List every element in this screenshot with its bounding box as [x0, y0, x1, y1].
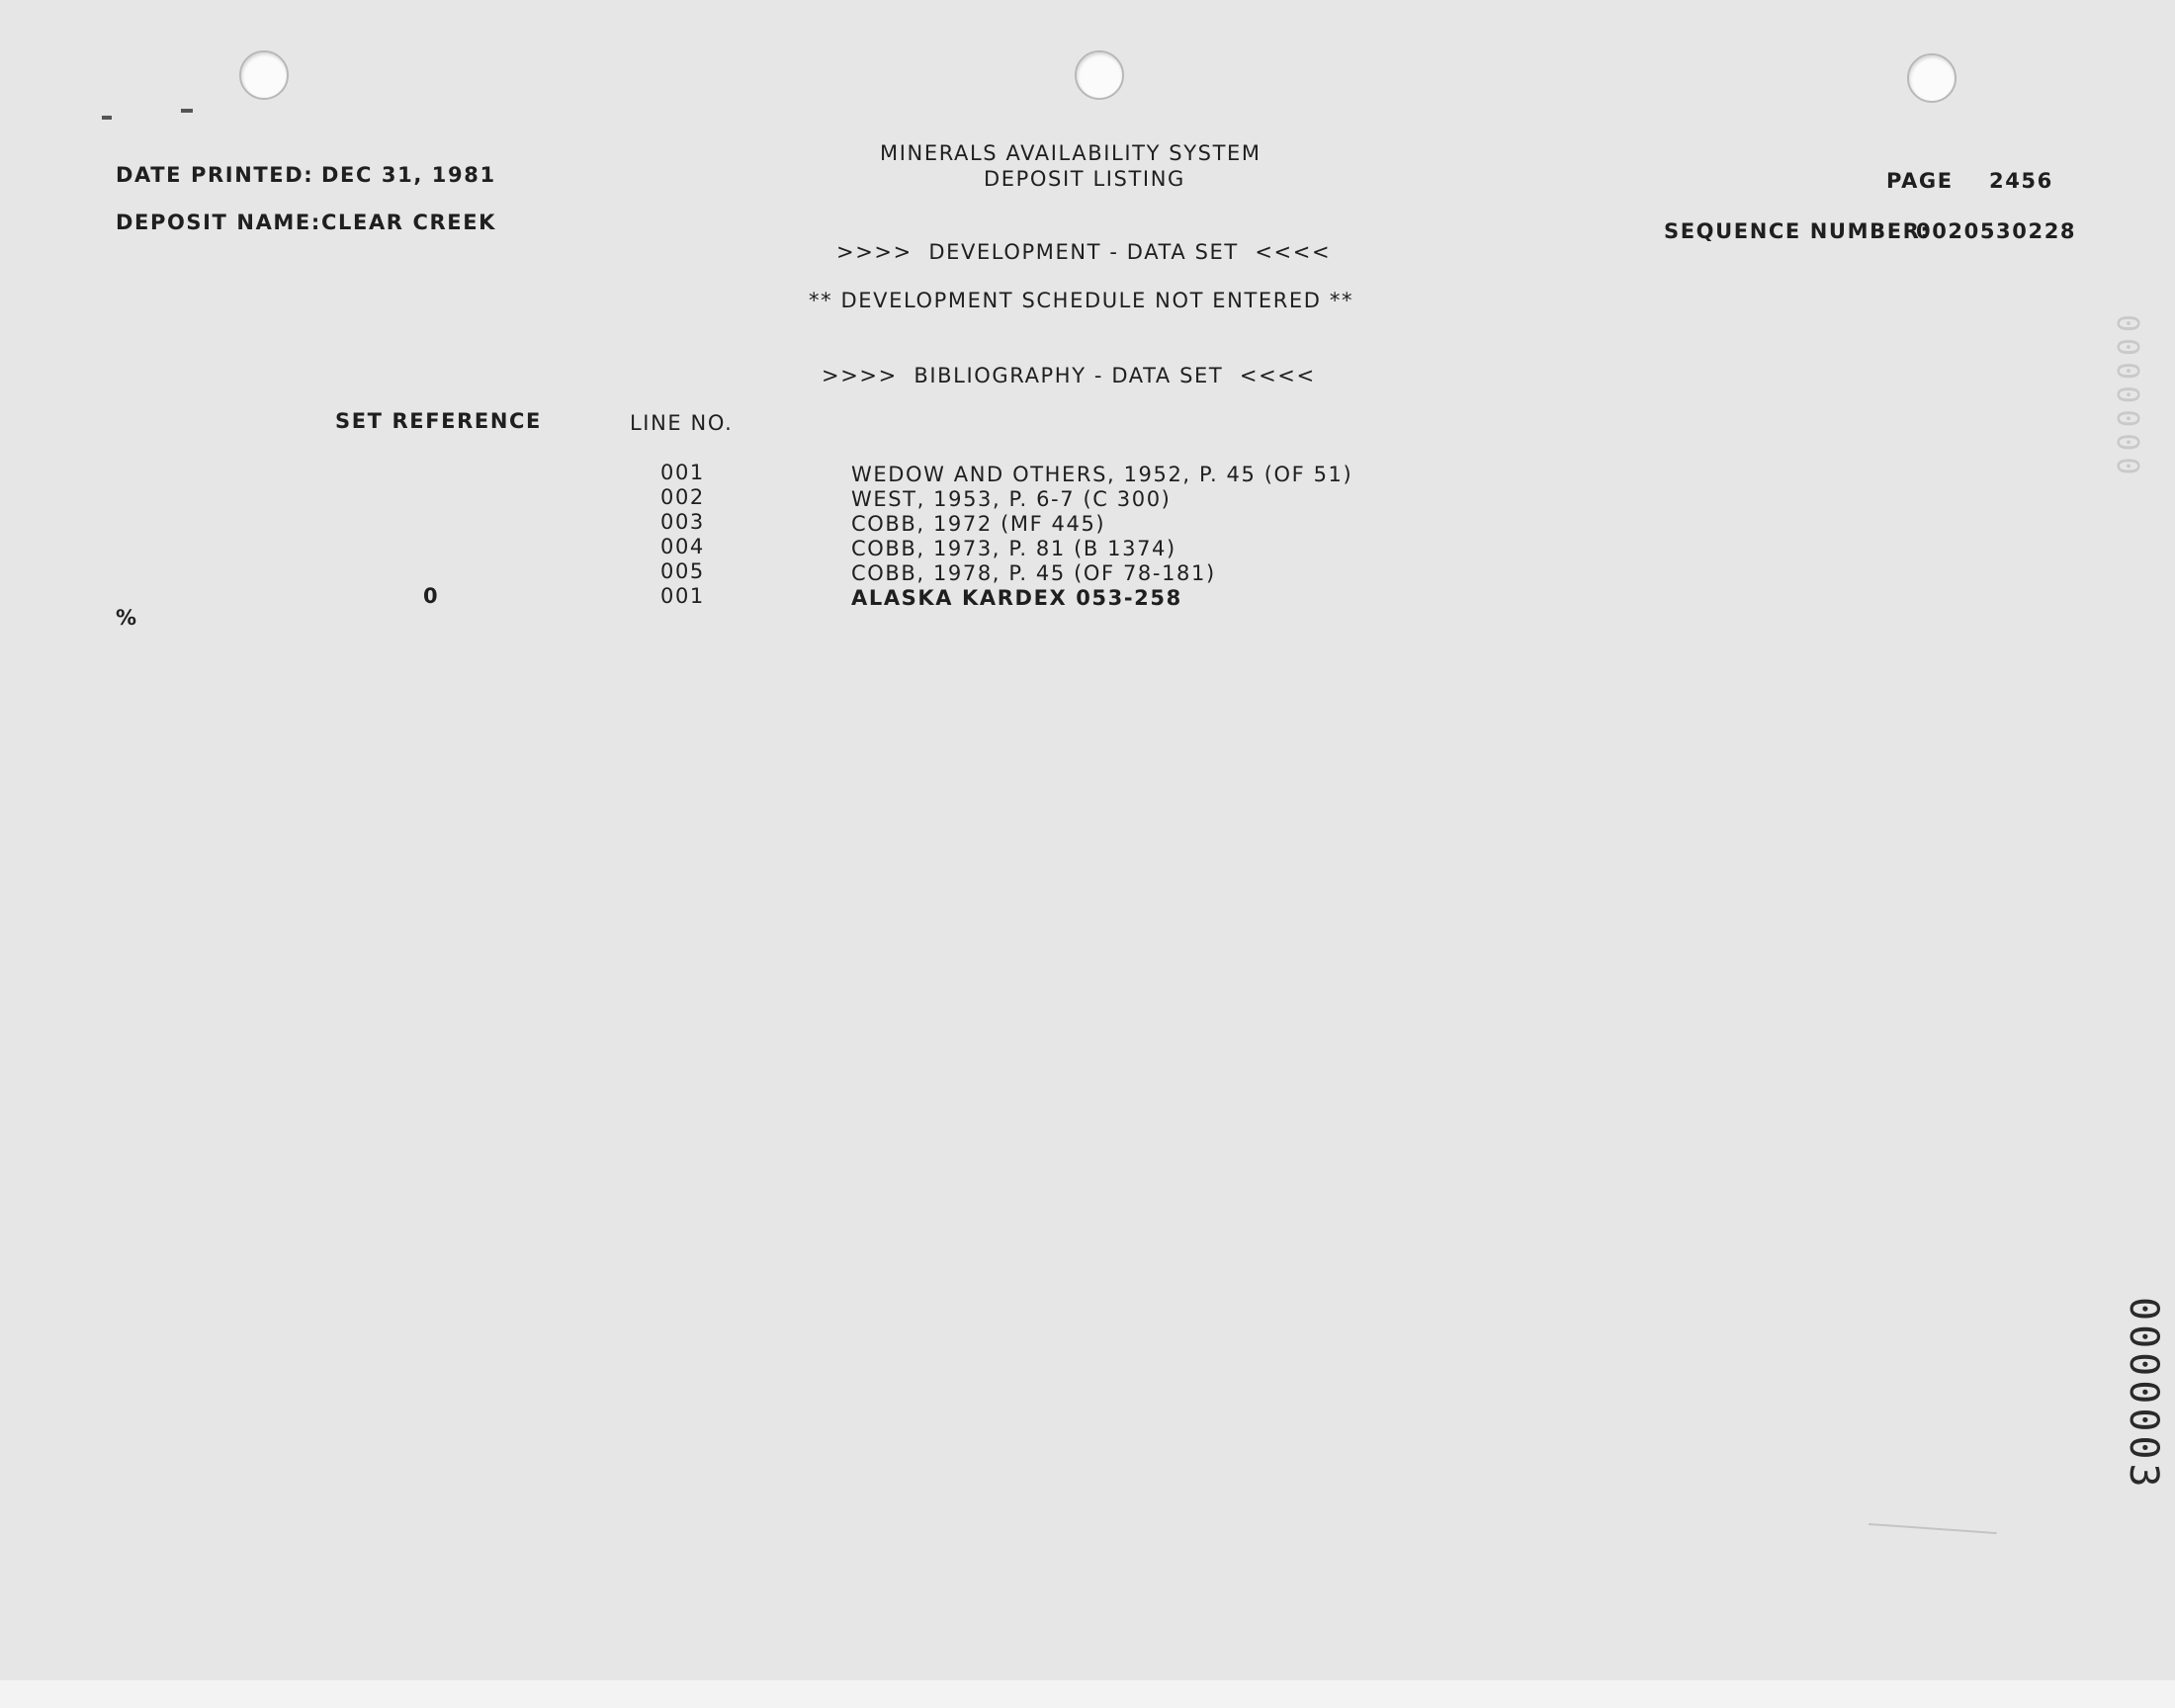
end-of-record-marker: % [116, 606, 138, 630]
reference-text: COBB, 1978, P. 45 (OF 78-181) [851, 561, 1216, 585]
reference-text: COBB, 1973, P. 81 (B 1374) [851, 537, 1176, 560]
set-reference-column-header: SET REFERENCE [335, 409, 542, 433]
set-reference-cell: 0 [423, 584, 440, 608]
sequence-number-value: 0020530228 [1916, 219, 2077, 243]
page-number: 2456 [1989, 169, 2053, 193]
film-frame-number: 0000003 [2121, 1297, 2166, 1492]
punch-hole-left [239, 50, 289, 100]
line-number-cell: 004 [660, 535, 705, 558]
sequence-number-label: SEQUENCE NUMBER: [1664, 219, 1931, 243]
film-frame-number-faint: 0000000 [2110, 314, 2144, 481]
development-note: ** DEVELOPMENT SCHEDULE NOT ENTERED ** [809, 289, 1354, 312]
reference-text: ALASKA KARDEX 053-258 [851, 586, 1182, 610]
table-row [0, 537, 2175, 560]
bibliography-heading: >>>> BIBLIOGRAPHY - DATA SET <<<< [822, 364, 1316, 387]
line-number-cell: 005 [660, 559, 705, 583]
punch-hole-center [1075, 50, 1124, 100]
line-number-cell: 001 [660, 584, 705, 608]
page-label: PAGE [1886, 169, 1954, 193]
punch-hole-right [1907, 53, 1957, 103]
listing-title: DEPOSIT LISTING [984, 167, 1185, 191]
ink-speck [181, 109, 193, 113]
line-number-cell: 001 [660, 461, 705, 484]
table-row [0, 487, 2175, 511]
deposit-name-value: CLEAR CREEK [321, 211, 497, 234]
ink-speck [102, 116, 112, 120]
reference-text: WEDOW AND OTHERS, 1952, P. 45 (OF 51) [851, 463, 1353, 486]
development-heading: >>>> DEVELOPMENT - DATA SET <<<< [836, 240, 1332, 264]
reference-text: WEST, 1953, P. 6-7 (C 300) [851, 487, 1172, 511]
line-number-cell: 003 [660, 510, 705, 534]
date-printed-value: DEC 31, 1981 [321, 163, 496, 187]
table-row [0, 463, 2175, 486]
page-bottom-edge [0, 1680, 2175, 1708]
table-row [0, 512, 2175, 536]
date-printed-label: DATE PRINTED: [116, 163, 314, 187]
table-row [0, 561, 2175, 585]
line-no-column-header: LINE NO. [630, 411, 734, 435]
reference-text: COBB, 1972 (MF 445) [851, 512, 1106, 536]
deposit-name-label: DEPOSIT NAME: [116, 211, 321, 234]
table-row [0, 586, 2175, 610]
line-number-cell: 002 [660, 485, 705, 509]
system-title: MINERALS AVAILABILITY SYSTEM [880, 141, 1262, 165]
